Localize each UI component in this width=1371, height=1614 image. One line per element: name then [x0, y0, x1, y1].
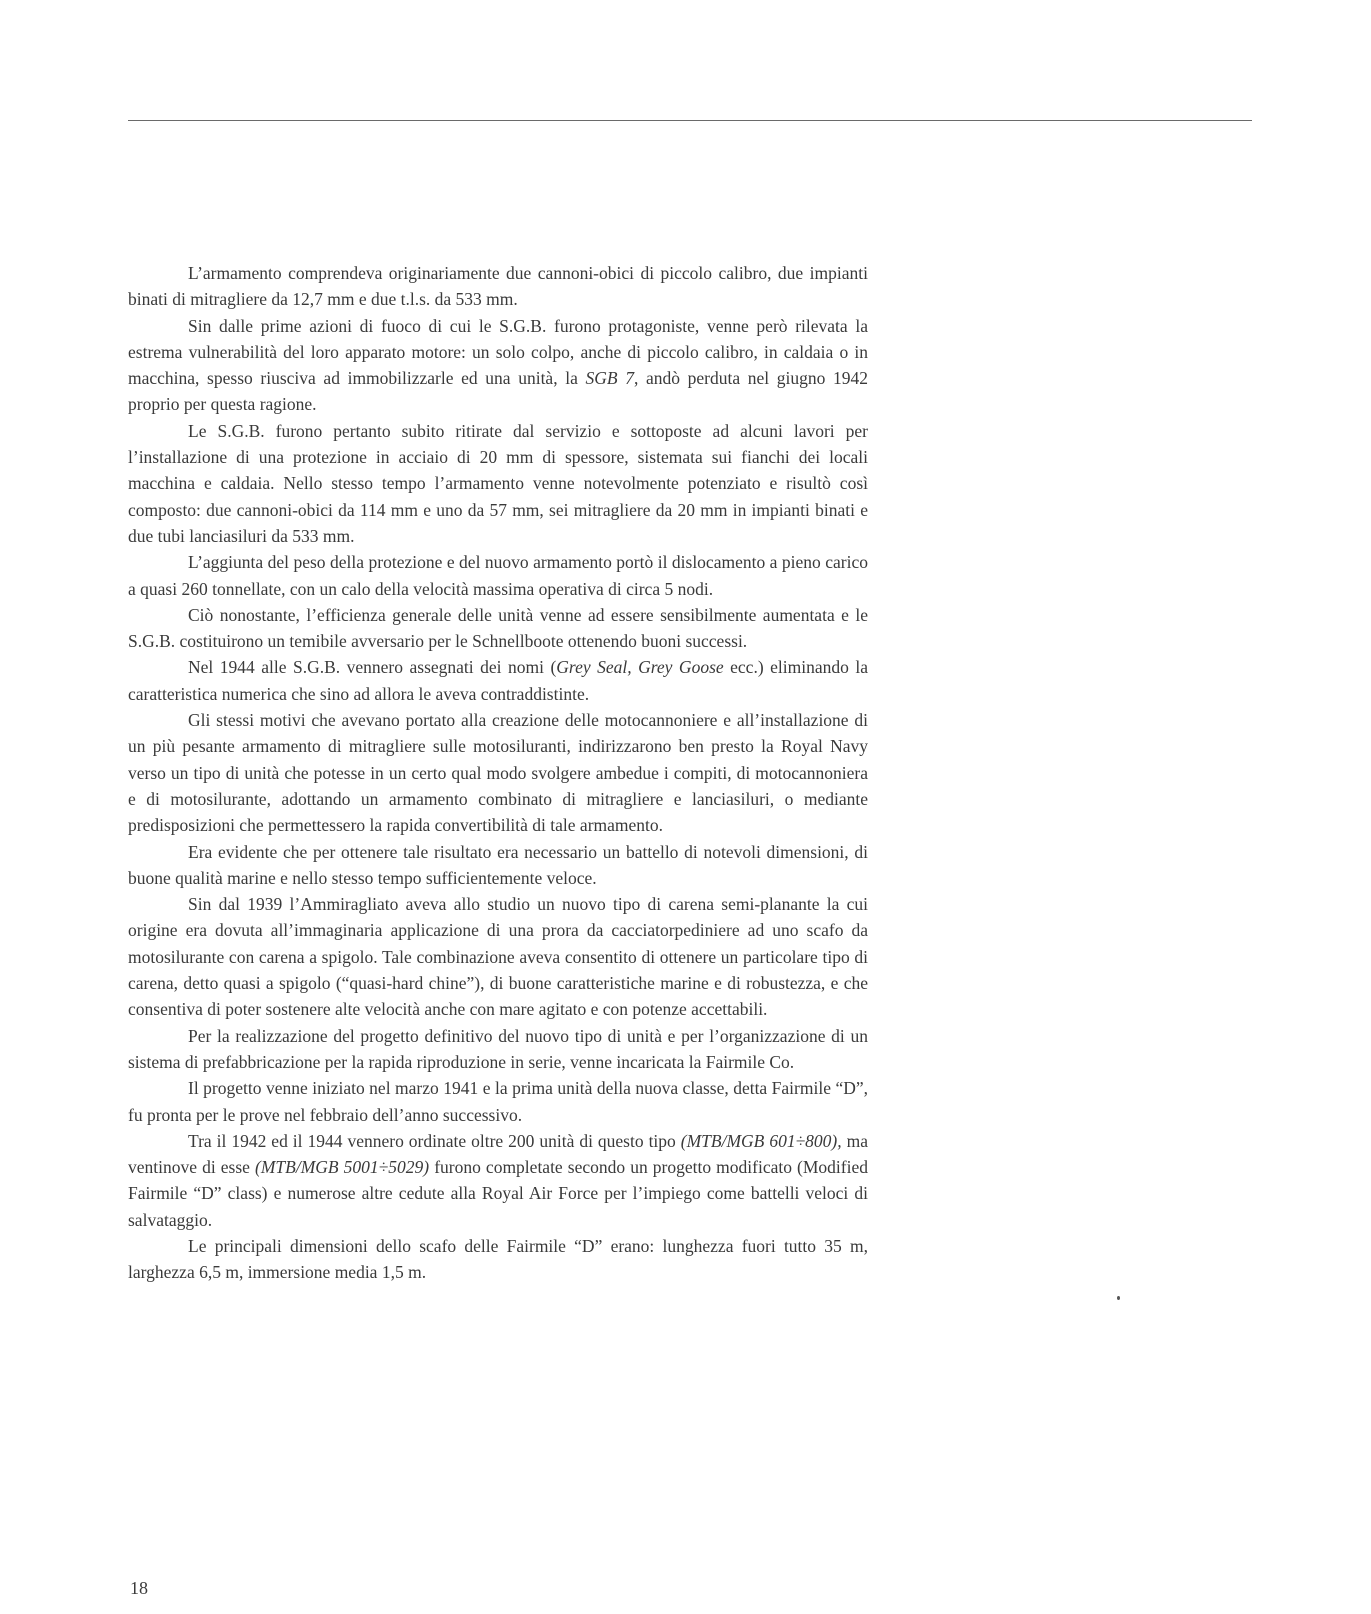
paragraph: [128, 891, 868, 1022]
paragraph: [128, 313, 868, 418]
italic-text: (MTB/MGB 601÷800),: [680, 1130, 842, 1151]
italic-text: Grey Seal, Grey Goose: [556, 657, 724, 678]
paragraph-text: , andò perduta nel giugno 1942 proprio per questa ragione.: [128, 368, 868, 415]
paragraph-text: ecc.) eliminando la caratteristica numerica che sino ad allora le aveva contraddistinte.: [128, 657, 868, 704]
paragraph-text: Le principali dimensioni dello scafo delle Fairmile “D” erano: lunghezza fuori tutto 35 m, larghezza 6,5 m, immersione media 1,5 m.: [128, 1235, 868, 1283]
italic-text: SGB 7: [585, 368, 634, 389]
paragraph: [128, 1128, 868, 1233]
paragraph: [128, 1023, 868, 1076]
paragraph-text: L’aggiunta del peso della protezione e del nuovo armamento portò il dislocamento a pieno carico a quasi 260 tonnellate, con un calo della velocità massima operativa di circa 5 nodi.: [128, 552, 868, 599]
paragraph-text: Il progetto venne iniziato nel marzo 1941 e la prima unità della nuova classe, detta Fairmile “D”, fu pronta per le prove nel febbraio dell’anno successivo.: [128, 1078, 868, 1125]
italic-text: (MTB/MGB 5001÷5029): [255, 1157, 430, 1178]
paragraph-text: furono completate secondo un progetto modificato (Modified Fairmile “D” class) e numerose altre cedute alla Royal Air Force per l’impiego come battelli veloci di salvataggio.: [128, 1157, 869, 1230]
paragraph: [128, 1233, 868, 1286]
paragraph-text: Tra il 1942 ed il 1944 vennero ordinate oltre 200 unità di questo tipo: [188, 1130, 681, 1151]
paragraph: [128, 654, 868, 707]
paragraph: [128, 602, 868, 655]
paragraph-text: Ciò nonostante, l’efficienza generale delle unità venne ad essere sensibilmente aumentata e le S.G.B. costituirono un temibile avversario per le Schnellboote ottenendo buoni successi.: [128, 604, 868, 652]
paragraph-text: Per la realizzazione del progetto definitivo del nuovo tipo di unità e per l’organizzazione di un sistema di prefabbricazione per la rapida riproduzione in serie, venne incaricata la Fairmile Co.: [128, 1025, 868, 1072]
page-number: 18: [130, 1578, 148, 1598]
paragraph: [128, 707, 868, 838]
paragraph: [128, 1075, 868, 1128]
paragraph: [128, 839, 868, 892]
paragraph-text: Gli stessi motivi che avevano portato alla creazione delle motocannoniere e all’installazione di un più pesante armamento di mitragliere sulle motosiluranti, indirizzarono ben presto la Royal Navy verso un tipo di unità che potesse in un certo qual modo svolgere ambedue i compiti, di motocannoniera e di motosilurante, adottando un armamento combinato di mitragliere e lanciasiluri, o mediante predisposizioni che permettessero la rapida convertibilità di tale armamento.: [128, 710, 868, 836]
paragraph: [128, 549, 868, 602]
paragraph-text: Era evidente che per ottenere tale risultato era necessario un battello di notevoli dimensioni, di buone qualità marine e nello stesso tempo sufficientemente veloce.: [128, 841, 868, 888]
paragraph-text: ma ventinove di esse: [128, 1130, 868, 1178]
paragraph: [128, 260, 868, 313]
body-text: [128, 260, 868, 1286]
header-rule: [128, 120, 1252, 121]
paragraph-text: Sin dal 1939 l’Ammiragliato aveva allo studio un nuovo tipo di carena semi-planante la cui origine era dovuta all’immaginaria applicazione di una prora da cacciatorpediniere ad uno scafo da motosilurante con carena a spigolo. Tale combinazione aveva consentito di ottenere un particolare tipo di carena, detto quasi a spigolo (“quasi-hard chine”), di buone caratteristiche marine e di robustezza, e che consentiva di poter sostenere alte velocità anche con mare agitato e con potenze accettabili.: [128, 894, 868, 1020]
paragraph-text: L’armamento comprendeva originariamente due cannoni-obici di piccolo calibro, due impianti binati di mitragliere da 12,7 mm e due t.l.s. da 533 mm.: [128, 263, 868, 310]
paragraph-text: Le S.G.B. furono pertanto subito ritirate dal servizio e sottoposte ad alcuni lavori per l’installazione di una protezione in acciaio di 20 mm di spessore, sistemata sui fianchi dei locali macchina e caldaia. Nello stesso tempo l’armamento venne notevolmente potenziato e risultò così composto: due cannoni-obici da 114 mm e uno da 57 mm, sei mitragliere da 20 mm in impianti binati e due tubi lanciasiluri da 533 mm.: [128, 420, 868, 546]
paragraph-text: Nel 1944 alle S.G.B. vennero assegnati dei nomi (: [188, 657, 557, 678]
paragraph: [128, 418, 868, 549]
scan-speck: [1117, 1296, 1120, 1300]
paragraph-text: Sin dalle prime azioni di fuoco di cui le S.G.B. furono protagoniste, venne però rilevata la estrema vulnerabilità del loro apparato motore: un solo colpo, anche di piccolo calibro, in caldaia o in macchina, spesso riusciva ad immobilizzarle ed una unità, la: [128, 315, 868, 389]
